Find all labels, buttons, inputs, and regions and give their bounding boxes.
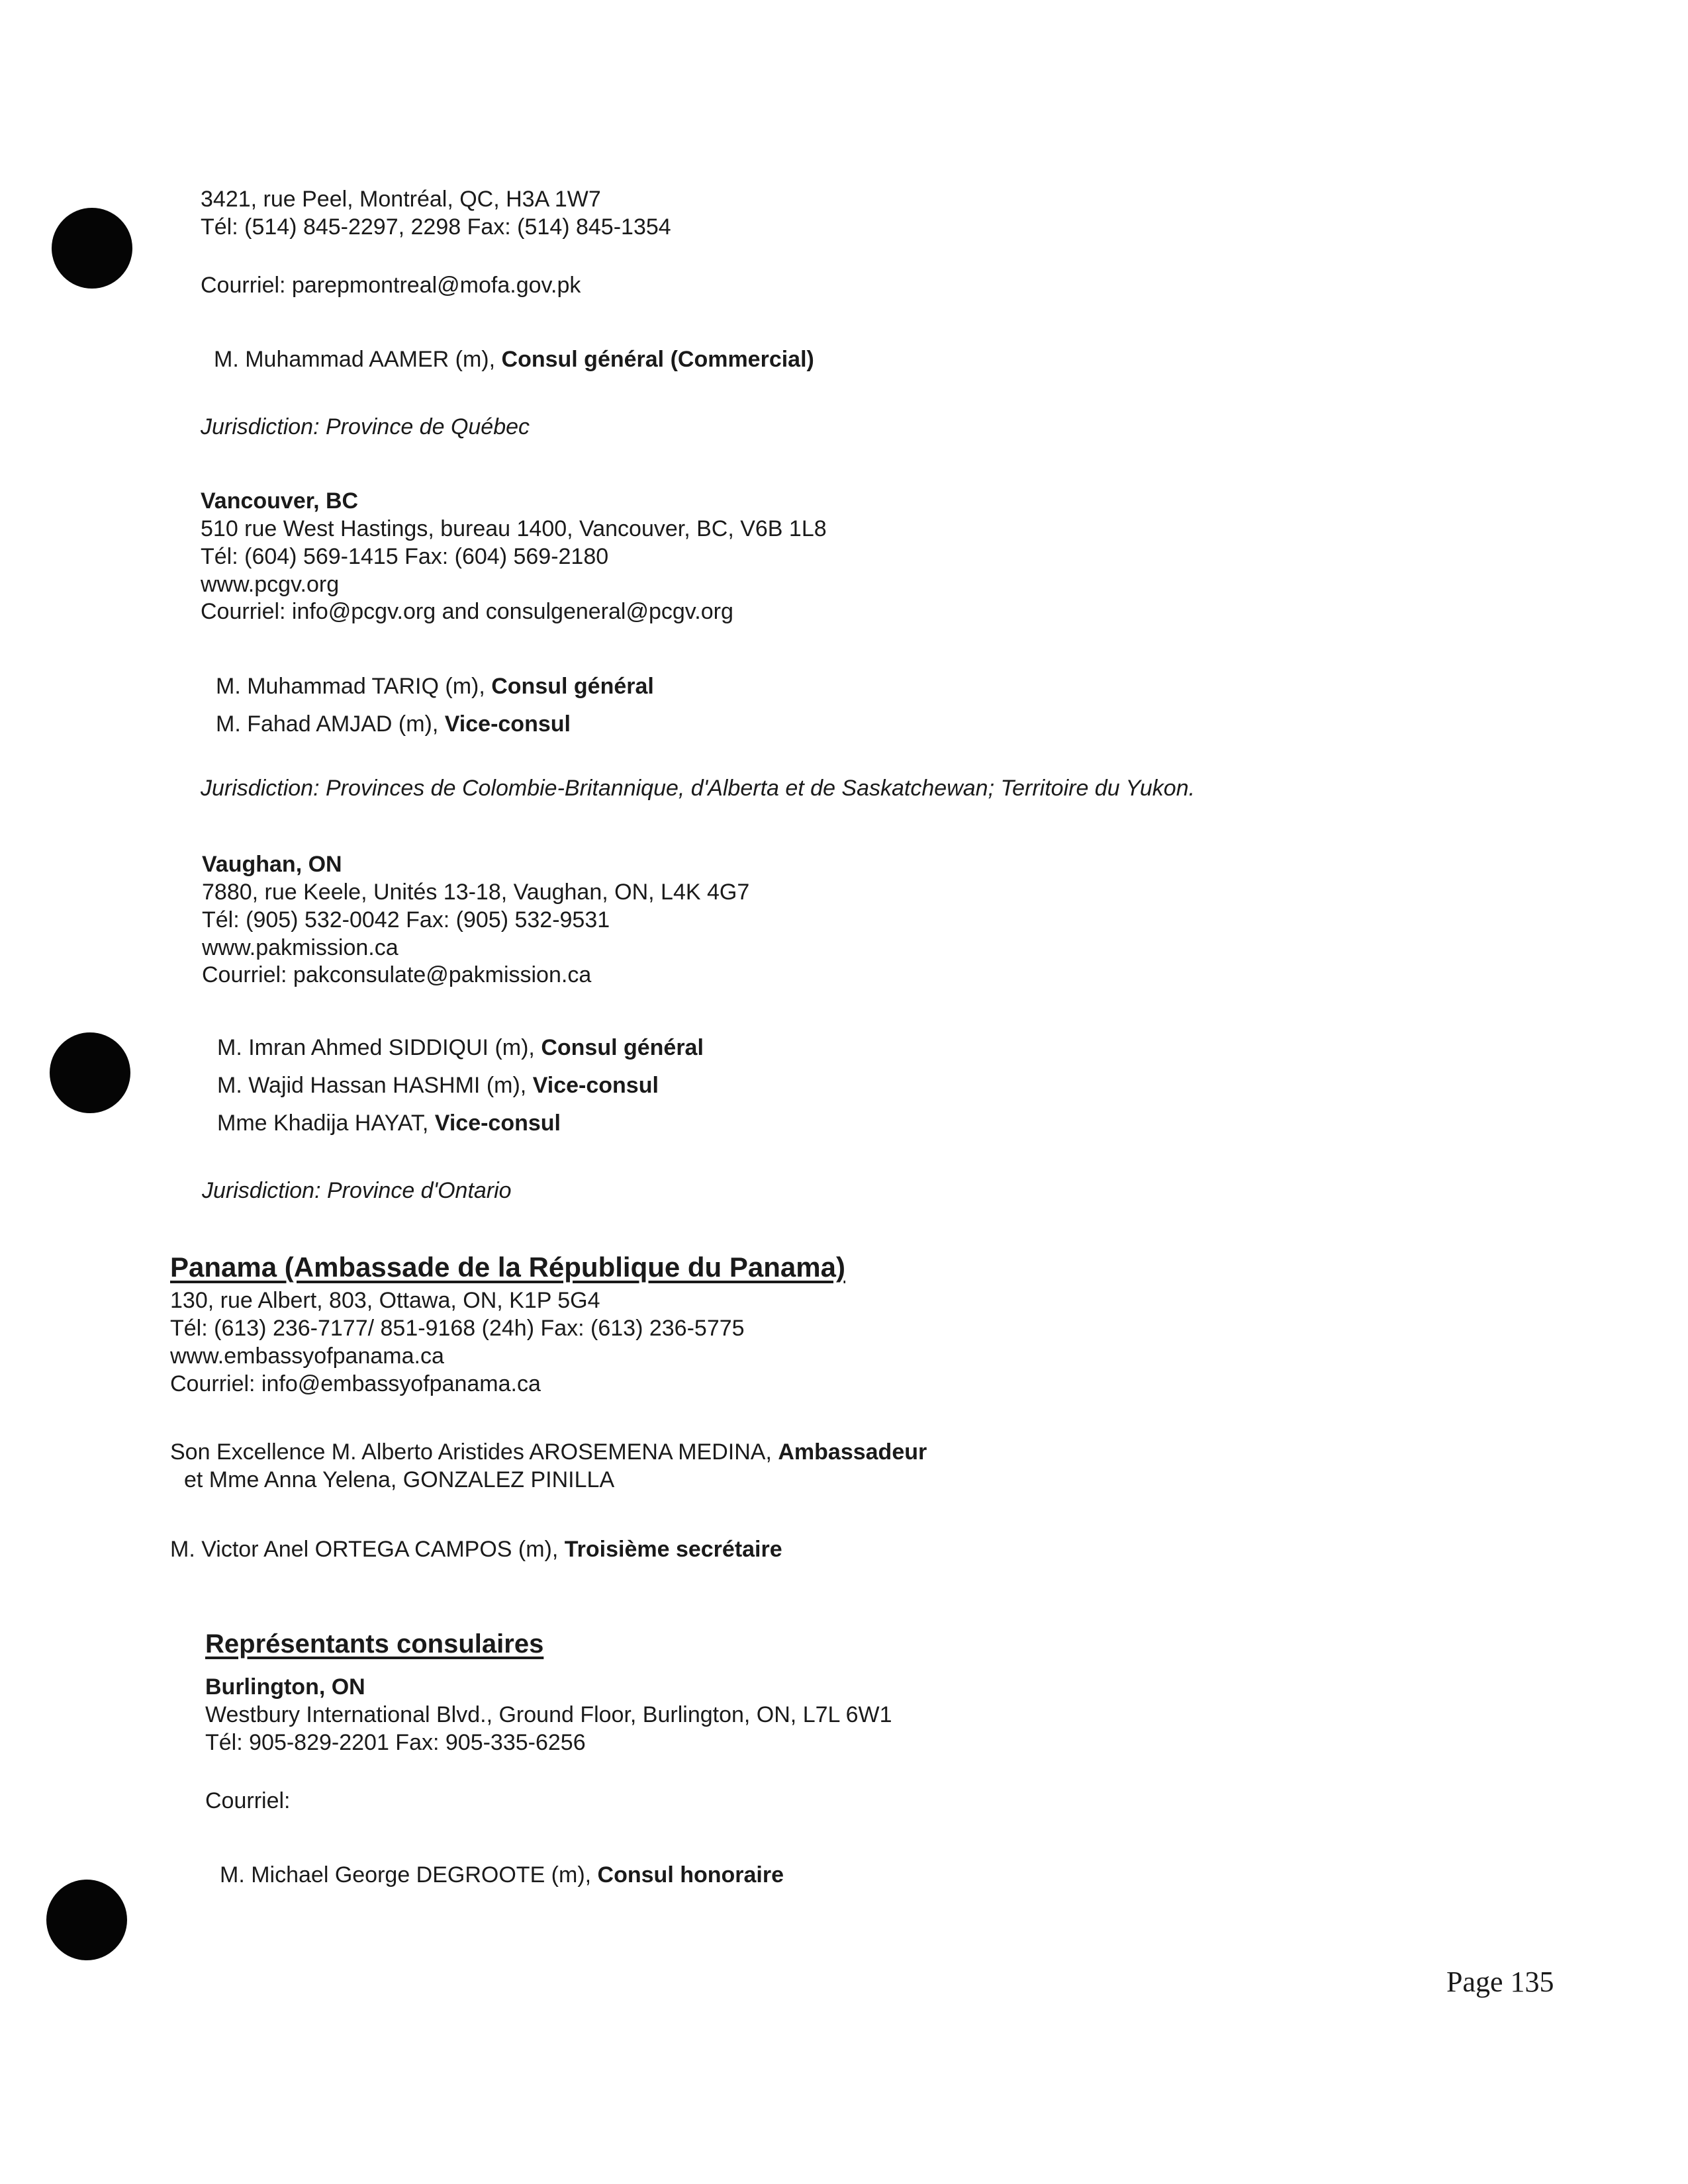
official-name: M. Fahad AMJAD (m), [216, 711, 445, 737]
official-entry [220, 1861, 784, 1889]
official-name: Mme Khadija HAYAT, [217, 1111, 435, 1136]
binder-hole-middle [50, 1032, 130, 1113]
city-heading: Vancouver, BC [201, 488, 359, 514]
binder-hole-bottom [46, 1880, 127, 1960]
website: www.pcgv.org [201, 572, 340, 597]
phone-fax: Tél: (604) 569-1415 Fax: (604) 569-2180 [201, 544, 609, 569]
email: Courriel: pakconsulate@pakmission.ca [202, 962, 592, 987]
official-title: Consul général [541, 1035, 704, 1060]
official-entry [170, 1535, 782, 1563]
phone-fax: Tél: (613) 236-7177/ 851-9168 (24h) Fax: (613) 236-5775 [170, 1316, 745, 1341]
spouse-entry: et Mme Anna Yelena, GONZALEZ PINILLA [184, 1467, 615, 1492]
ambassador-entry [170, 1438, 927, 1466]
jurisdiction: Jurisdiction: Province de Québec [201, 414, 530, 439]
address: 130, rue Albert, 803, Ottawa, ON, K1P 5G4 [170, 1288, 600, 1313]
email: Courriel: [205, 1788, 291, 1813]
country-heading: Panama (Ambassade de la République du Panama) [170, 1251, 845, 1283]
official-name: M. Victor Anel ORTEGA CAMPOS (m), [170, 1537, 565, 1562]
official-name: M. Michael George DEGROOTE (m), [220, 1862, 598, 1888]
official-title: Consul général [491, 674, 654, 699]
binder-hole-top [52, 208, 132, 289]
website: www.embassyofpanama.ca [170, 1343, 444, 1369]
official-title: Vice-consul [434, 1111, 561, 1136]
phone-fax: Tél: (514) 845-2297, 2298 Fax: (514) 845-1354 [201, 214, 671, 240]
page-number: Page 135 [1446, 1966, 1554, 1998]
official-entry [217, 1071, 659, 1099]
official-name: M. Wajid Hassan HASHMI (m), [217, 1073, 533, 1098]
official-name: Son Excellence M. Alberto Aristides AROSEMENA MEDINA, [170, 1439, 778, 1465]
official-title: Consul honoraire [597, 1862, 784, 1888]
address: 7880, rue Keele, Unités 13-18, Vaughan, ON, L4K 4G7 [202, 880, 750, 905]
official-title: Vice-consul [444, 711, 571, 737]
email: Courriel: parepmontreal@mofa.gov.pk [201, 273, 581, 298]
official-entry [216, 710, 571, 738]
address: Westbury International Blvd., Ground Floor, Burlington, ON, L7L 6W1 [205, 1702, 892, 1727]
official-name: M. Imran Ahmed SIDDIQUI (m), [217, 1035, 541, 1060]
jurisdiction: Jurisdiction: Province d'Ontario [202, 1178, 512, 1203]
official-title: Ambassadeur [778, 1439, 927, 1465]
official-name: M. Muhammad TARIQ (m), [216, 674, 492, 699]
consular-heading: Représentants consulaires [205, 1629, 544, 1659]
jurisdiction: Jurisdiction: Provinces de Colombie-Britannique, d'Alberta et de Saskatchewan; Territoire du Yukon. [201, 776, 1196, 801]
official-title: Troisième secrétaire [564, 1537, 782, 1562]
website: www.pakmission.ca [202, 935, 399, 960]
official-entry [217, 1109, 561, 1137]
official-entry [217, 1034, 704, 1062]
official-entry [214, 345, 814, 373]
email: Courriel: info@embassyofpanama.ca [170, 1371, 541, 1396]
official-title: Consul général (Commercial) [501, 347, 814, 372]
official-name: M. Muhammad AAMER (m), [214, 347, 502, 372]
address: 510 rue West Hastings, bureau 1400, Vancouver, BC, V6B 1L8 [201, 516, 827, 541]
phone-fax: Tél: 905-829-2201 Fax: 905-335-6256 [205, 1730, 586, 1755]
address: 3421, rue Peel, Montréal, QC, H3A 1W7 [201, 187, 601, 212]
official-title: Vice-consul [532, 1073, 659, 1098]
city-heading: Vaughan, ON [202, 852, 342, 877]
email: Courriel: info@pcgv.org and consulgeneral@pcgv.org [201, 599, 733, 624]
phone-fax: Tél: (905) 532-0042 Fax: (905) 532-9531 [202, 907, 610, 933]
official-entry [216, 672, 654, 700]
city-heading: Burlington, ON [205, 1674, 365, 1700]
